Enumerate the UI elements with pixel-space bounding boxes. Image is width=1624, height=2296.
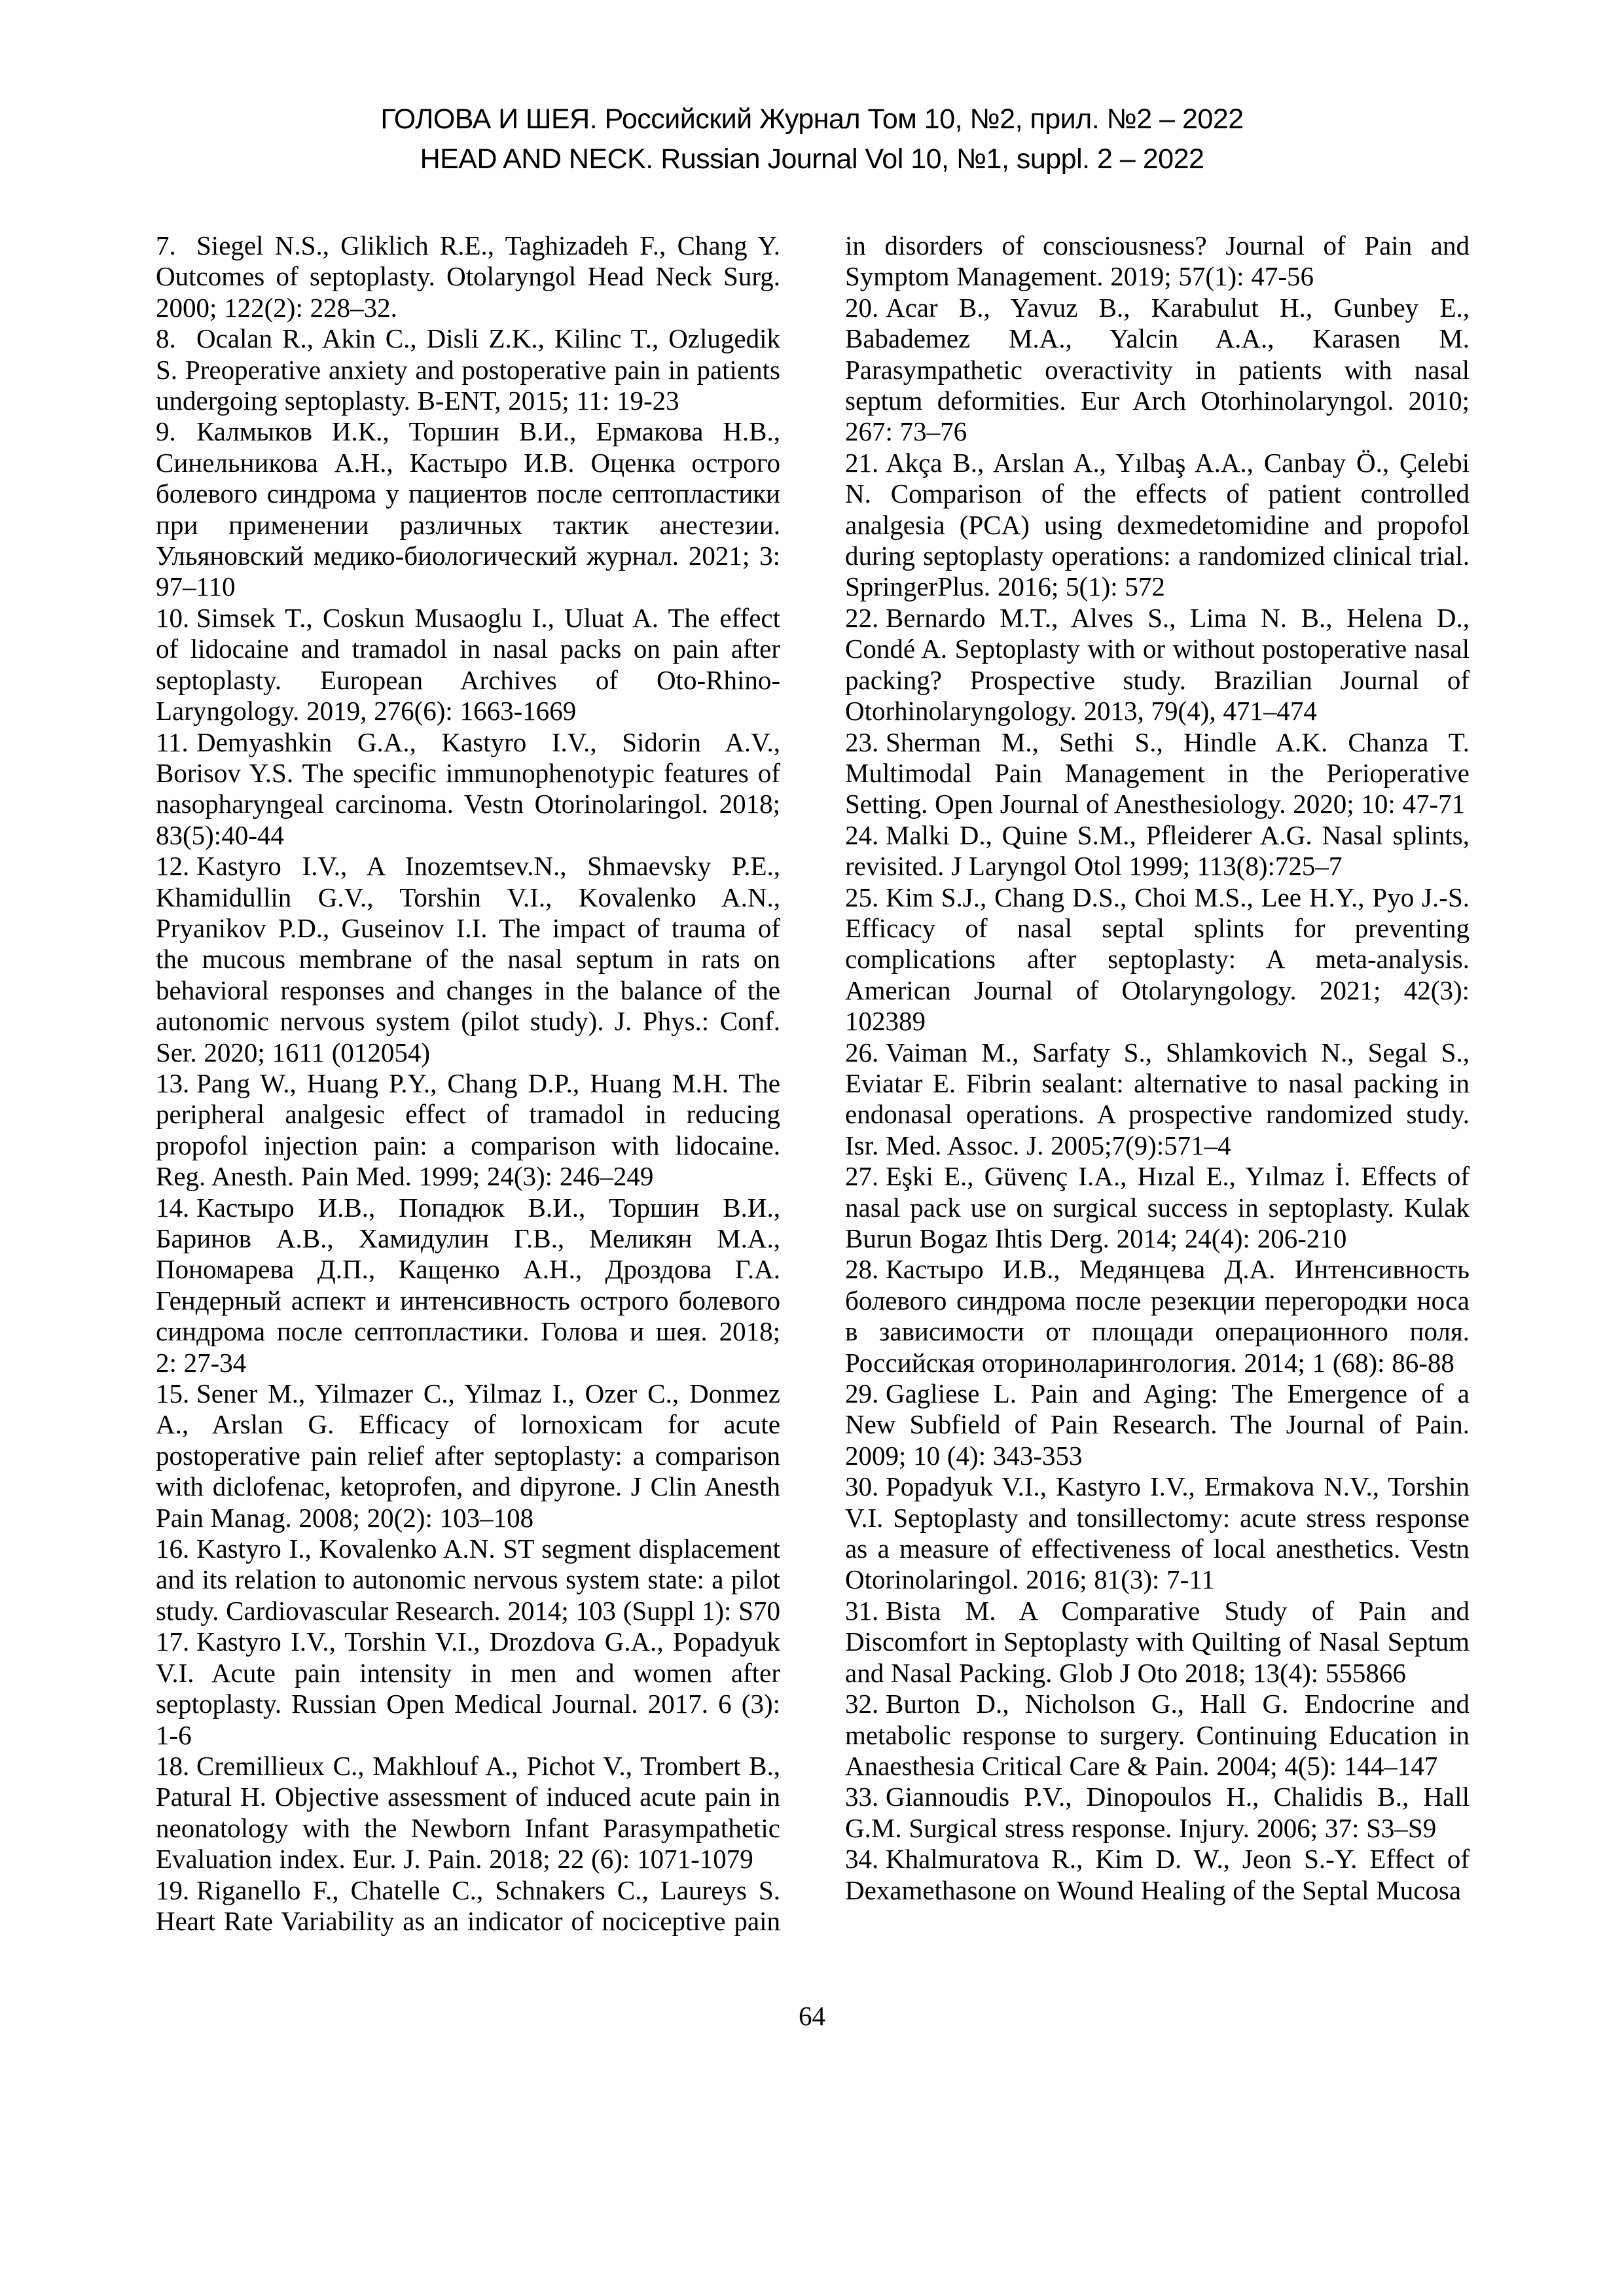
reference-text: Burton D., Nicholson G., Hall G. Endocrine and metabolic response to surgery. Continuing Education in Anaesthesia Critical Care & Pain. 2004; 4(5): 144–147: [845, 1689, 1470, 1781]
reference-item: [845, 820, 1470, 882]
reference-number: 31.: [845, 1595, 879, 1626]
page-header: [0, 99, 1624, 179]
reference-item: [156, 1875, 780, 1937]
reference-item: [845, 1471, 1470, 1596]
reference-text: Popadyuk V.I., Kastyro I.V., Ermakova N.V., Torshin V.I. Septoplasty and tonsillectomy: acute stress response as a measure of effectiveness of local anesthetics. Vestn Otorinolaringol. 2016; 81(3): 7-11: [845, 1471, 1470, 1595]
reference-number: 33.: [845, 1782, 879, 1812]
reference-text: Akça B., Arslan A., Yılbaş A.A., Canbay Ö., Çelebi N. Comparison of the effects of patient controlled analgesia (PCA) using dexmedetomidine and propofol during septoplasty operations: a randomized clinical trial. SpringerPlus. 2016; 5(1): 572: [845, 447, 1470, 602]
reference-text: Acar B., Yavuz B., Karabulut H., Gunbey E., Babademez M.A., Yalcin A.A., Karasen M. Parasympathetic overactivity in patients with nasal septum deformities. Eur Arch Otorhinolaryngol. 2010; 267: 73–76: [845, 292, 1470, 447]
reference-item: [156, 727, 780, 852]
reference-item: [845, 230, 1470, 293]
reference-number: 8.: [156, 323, 176, 354]
reference-number: 12.: [156, 851, 190, 882]
reference-number: 19.: [156, 1874, 190, 1905]
reference-number: 25.: [845, 882, 879, 912]
reference-item: [845, 1844, 1470, 1906]
reference-text: Kastyro I.V., A Inozemtsev.N., Shmaevsky P.E., Khamidullin G.V., Torshin V.I., Kovalenko A.N., Pryanikov P.D., Guseinov I.I. The impact of trauma of the mucous membrane of the nasal septum in rats on behavioral responses and changes in the balance of the autonomic nervous system (pilot study). J. Phys.: Conf. Ser. 2020; 1611 (012054): [156, 851, 780, 1067]
reference-text: Khalmuratova R., Kim D. W., Jeon S.-Y. Effect of Dexamethasone on Wound Healing of the Septal Mucosa: [845, 1844, 1470, 1905]
reference-item: [845, 293, 1470, 448]
reference-text: Giannoudis P.V., Dinopoulos H., Chalidis B., Hall G.M. Surgical stress response. Injury. 2006; 37: S3–S9: [845, 1782, 1470, 1843]
reference-item: [845, 1689, 1470, 1782]
reference-item: [156, 1751, 780, 1875]
reference-text: Demyashkin G.A., Kastyro I.V., Sidorin A.V., Borisov Y.S. The specific immunophenotypic features of nasopharyngeal carcinoma. Vestn Otorinolaringol. 2018; 83(5):40-44: [156, 726, 780, 850]
reference-item: [156, 1534, 780, 1626]
reference-item: [845, 1254, 1470, 1378]
reference-number: 9.: [156, 416, 176, 447]
reference-number: 28.: [845, 1254, 879, 1285]
reference-item: [845, 603, 1470, 727]
reference-number: 22.: [845, 602, 879, 633]
references-column-right: [845, 230, 1470, 1937]
reference-text: Kim S.J., Chang D.S., Choi M.S., Lee H.Y., Pyo J.-S. Efficacy of nasal septal splints for preventing complications after septoplasty: A meta-analysis. American Journal of Otolaryngology. 2021; 42(3): 102389: [845, 882, 1470, 1037]
reference-number: 29.: [845, 1378, 879, 1409]
reference-item: [845, 1161, 1470, 1254]
reference-text: Gagliese L. Pain and Aging: The Emergence of a New Subfield of Pain Research. The Journal of Pain. 2009; 10 (4): 343-353: [845, 1378, 1470, 1471]
reference-item: [156, 323, 780, 416]
reference-number: 27.: [845, 1161, 879, 1192]
reference-text: Bernardo M.T., Alves S., Lima N. B., Helena D., Condé A. Septoplasty with or without postoperative nasal packing? Prospective study. Brazilian Journal of Otorhinolaryngology. 2013, 79(4), 471–474: [845, 602, 1470, 726]
reference-number: 7.: [156, 230, 176, 260]
reference-item: [156, 1193, 780, 1378]
reference-item: [845, 448, 1470, 603]
reference-item: [156, 230, 780, 323]
reference-number: 17.: [156, 1626, 190, 1657]
reference-text: Riganello F., Chatelle C., Schnakers C., Laureys S. Heart Rate Variability as an indicator of nociceptive pain: [156, 1874, 780, 1936]
references-column-left: [156, 230, 780, 1937]
reference-item: [156, 1626, 780, 1751]
reference-number: 13.: [156, 1067, 190, 1098]
reference-number: 34.: [845, 1844, 879, 1874]
journal-title-english: HEAD AND NECK. Russian Journal Vol 10, №1, suppl. 2 – 2022: [420, 143, 1204, 175]
reference-text: Pang W., Huang P.Y., Chang D.P., Huang M.H. The peripheral analgesic effect of tramadol in reducing propofol injection pain: a comparison with lidocaine. Reg. Anesth. Pain Med. 1999; 24(3): 246–249: [156, 1067, 780, 1192]
reference-item: [156, 1378, 780, 1534]
reference-text: Sherman M., Sethi S., Hindle A.K. Chanza T. Multimodal Pain Management in the Perioperative Setting. Open Journal of Anesthesiology. 2020; 10: 47-71: [845, 726, 1470, 819]
reference-number: 20.: [845, 292, 879, 323]
reference-text: Калмыков И.К., Торшин В.И., Ермакова Н.В., Синельникова А.Н., Кастыро И.В. Оценка острого болевого синдрома у пациентов после септопластики при применении различных тактик анестезии. Ульяновский медико-биологический журнал. 2021; 3: 97–110: [156, 416, 780, 602]
reference-item: [156, 851, 780, 1068]
reference-item: [845, 1782, 1470, 1844]
page-number: 64: [799, 2001, 825, 2031]
reference-item: [156, 416, 780, 602]
reference-number: 26.: [845, 1037, 879, 1067]
reference-number: 18.: [156, 1750, 190, 1781]
reference-item: [845, 727, 1470, 820]
reference-text: Siegel N.S., Gliklich R.E., Taghizadeh F., Chang Y. Outcomes of septoplasty. Otolaryngol Head Neck Surg. 2000; 122(2): 228–32.: [156, 230, 780, 323]
reference-number: 30.: [845, 1471, 879, 1502]
reference-number: 15.: [156, 1378, 190, 1409]
reference-text: Kastyro I.V., Torshin V.I., Drozdova G.A., Popadyuk V.I. Acute pain intensity in men and women after septoplasty. Russian Open Medical Journal. 2017. 6 (3): 1-6: [156, 1626, 780, 1750]
reference-item: [156, 603, 780, 727]
reference-text: Vaiman M., Sarfaty S., Shlamkovich N., Segal S., Eviatar E. Fibrin sealant: alternative to nasal packing in endonasal operations. A prospective randomized study. Isr. Med. Assoc. J. 2005;7(9):571–4: [845, 1037, 1470, 1160]
reference-text: Кастыро И.В., Медянцева Д.А. Интенсивность болевого синдрома после резекции перегородки носа в зависимости от площади операционного поля. Российская оториноларингология. 2014; 1 (68): 86-88: [845, 1254, 1470, 1378]
reference-number: 24.: [845, 819, 879, 850]
reference-text: Bista M. A Comparative Study of Pain and Discomfort in Septoplasty with Quilting of Nasal Septum and Nasal Packing. Glob J Oto 2018; 13(4): 555866: [845, 1595, 1470, 1688]
reference-text: Ocalan R., Akin C., Disli Z.K., Kilinc T., Ozlugedik S. Preoperative anxiety and postoperative pain in patients undergoing septoplasty. B-ENT, 2015; 11: 19-23: [156, 323, 780, 416]
reference-number: 32.: [845, 1689, 879, 1719]
reference-number: 23.: [845, 726, 879, 757]
journal-title-russian: ГОЛОВА И ШЕЯ. Российский Журнал Том 10, №2, прил. №2 – 2022: [380, 103, 1244, 135]
reference-text: Eşki E., Güvenç I.A., Hızal E., Yılmaz İ. Effects of nasal pack use on surgical success in septoplasty. Kulak Burun Bogaz Ihtis Derg. 2014; 24(4): 206-210: [845, 1161, 1470, 1253]
reference-number: 11.: [156, 726, 189, 757]
reference-item: [845, 1596, 1470, 1689]
reference-text: Kastyro I., Kovalenko A.N. ST segment displacement and its relation to autonomic nervous system state: a pilot study. Cardiovascular Research. 2014; 103 (Suppl 1): S70: [156, 1534, 780, 1626]
reference-item: [845, 1037, 1470, 1162]
reference-text: Malki D., Quine S.M., Pfleiderer A.G. Nasal splints, revisited. J Laryngol Otol 1999; 113(8):725–7: [845, 819, 1470, 882]
reference-number: 10.: [156, 602, 190, 633]
reference-number: 14.: [156, 1192, 190, 1223]
reference-text: Sener M., Yilmazer C., Yilmaz I., Ozer C., Donmez A., Arslan G. Efficacy of lornoxicam for acute postoperative pain relief after septoplasty: a comparison with diclofenac, ketoprofen, and dipyrone. J Clin Anesth Pain Manag. 2008; 20(2): 103–108: [156, 1378, 780, 1533]
reference-item: [845, 1378, 1470, 1471]
reference-item: [845, 882, 1470, 1037]
reference-number: 16.: [156, 1534, 190, 1564]
reference-item: [156, 1068, 780, 1193]
reference-text: Simsek T., Coskun Musaoglu I., Uluat A. The effect of lidocaine and tramadol in nasal packs on pain after septoplasty. European Archives of Oto-Rhino-Laryngology. 2019, 276(6): 1663-1669: [156, 602, 780, 726]
reference-text: in disorders of consciousness? Journal of Pain and Symptom Management. 2019; 57(1): 47-56: [845, 230, 1470, 292]
reference-number: 21.: [845, 447, 879, 478]
reference-text: Cremillieux C., Makhlouf A., Pichot V., Trombert B., Patural H. Objective assessment of induced acute pain in neonatology with the Newborn Infant Parasympathetic Evaluation index. Eur. J. Pain. 2018; 22 (6): 1071-1079: [156, 1750, 780, 1874]
reference-text: Кастыро И.В., Попадюк В.И., Торшин В.И., Баринов А.В., Хамидулин Г.В., Меликян М.А., Пономарева Д.П., Кащенко А.Н., Дроздова Г.А. Гендерный аспект и интенсивность острого болевого синдрома после септопластики. Голова и шея. 2018; 2: 27-34: [156, 1192, 780, 1378]
references-section: [156, 230, 1470, 1937]
